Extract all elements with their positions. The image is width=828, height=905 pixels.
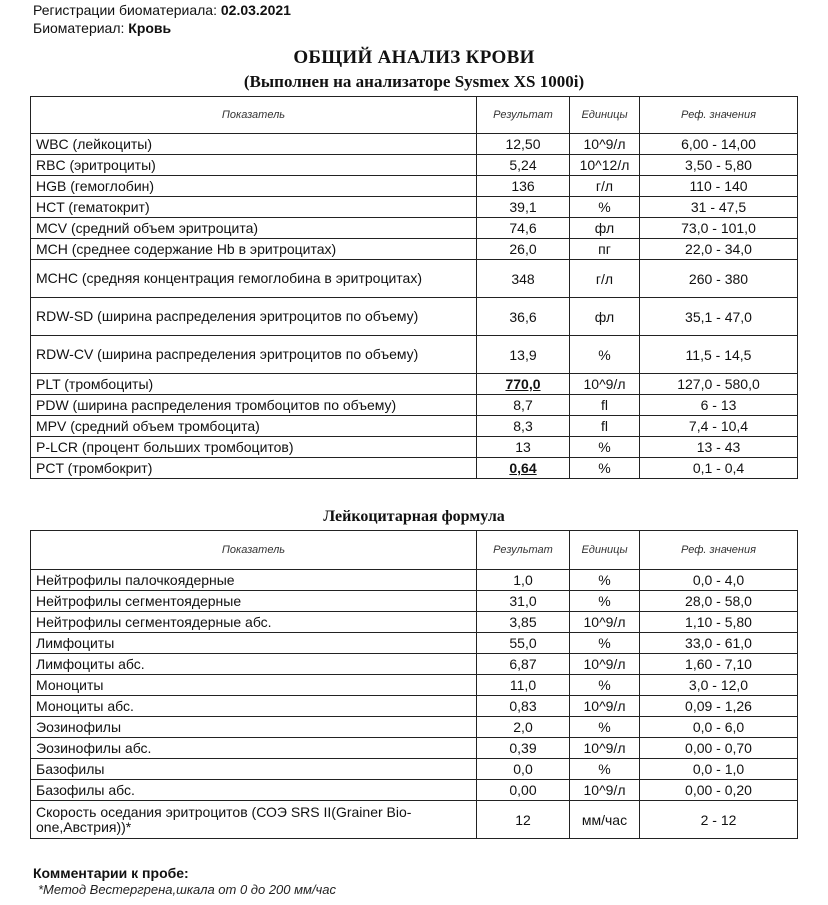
col-header-result: Результат [477,531,570,570]
units-value: пг [570,239,640,260]
table-row [31,570,798,591]
leuko-table [30,530,798,839]
units-value: 10^12/л [570,155,640,176]
col-header-result: Результат [477,97,570,134]
biomaterial-line [33,20,171,36]
result-value: 55,0 [477,633,570,654]
result-value: 12,50 [477,134,570,155]
result-value: 8,3 [477,416,570,437]
table-row [31,759,798,780]
units-value: 10^9/л [570,738,640,759]
table-row [31,458,798,479]
comments-text: *Метод Вестергрена,шкала от 0 до 200 мм/час [38,882,337,897]
leuko-section-title: Лейкоцитарная формула [323,508,505,525]
reference-range: 3,0 - 12,0 [640,675,798,696]
units-value: % [570,759,640,780]
units-value: % [570,197,640,218]
units-value: fl [570,395,640,416]
comments-title: Комментарии к пробе: [33,865,189,881]
col-header-ref: Реф. значения [640,97,798,134]
analyte-name: HGB (гемоглобин) [31,176,477,197]
table-row [31,696,798,717]
analyte-name: Нейтрофилы палочкоядерные [31,570,477,591]
analyte-name: PDW (ширина распределения тромбоцитов по объему) [31,395,477,416]
reference-range: 6 - 13 [640,395,798,416]
registration-line [33,2,291,18]
reference-range: 0,09 - 1,26 [640,696,798,717]
biomaterial-label: Биоматериал: [33,20,125,36]
reference-range: 0,00 - 0,20 [640,780,798,801]
result-value: 0,64 [477,458,570,479]
table-row [31,298,798,336]
reference-range: 127,0 - 580,0 [640,374,798,395]
result-value: 36,6 [477,298,570,336]
analyte-name: Базофилы [31,759,477,780]
units-value: 10^9/л [570,780,640,801]
table-row [31,780,798,801]
analyte-name: MCV (средний объем эритроцита) [31,218,477,239]
table-row [31,416,798,437]
result-value: 3,85 [477,612,570,633]
analyte-name: PCT (тромбокрит) [31,458,477,479]
result-value: 1,0 [477,570,570,591]
reference-range: 0,0 - 1,0 [640,759,798,780]
result-value: 11,0 [477,675,570,696]
table-row [31,155,798,176]
table-row [31,260,798,298]
reference-range: 31 - 47,5 [640,197,798,218]
units-value: мм/час [570,801,640,839]
table-row [31,654,798,675]
result-value: 13,9 [477,336,570,374]
table-row [31,633,798,654]
result-value: 26,0 [477,239,570,260]
reference-range: 260 - 380 [640,260,798,298]
units-value: % [570,336,640,374]
page-subtitle: (Выполнен на анализаторе Sysmex XS 1000i) [243,72,585,91]
analyte-name: P-LCR (процент больших тромбоцитов) [31,437,477,458]
table-row [31,374,798,395]
reference-range: 2 - 12 [640,801,798,839]
table-row [31,134,798,155]
reference-range: 22,0 - 34,0 [640,239,798,260]
result-value: 74,6 [477,218,570,239]
col-header-units: Единицы [570,97,640,134]
reference-range: 11,5 - 14,5 [640,336,798,374]
units-value: фл [570,218,640,239]
analyte-name: Лимфоциты [31,633,477,654]
result-value: 348 [477,260,570,298]
analyte-name: RBC (эритроциты) [31,155,477,176]
reference-range: 0,00 - 0,70 [640,738,798,759]
analyte-name: Эозинофилы абс. [31,738,477,759]
analyte-name: Базофилы абс. [31,780,477,801]
result-value: 12 [477,801,570,839]
result-value: 39,1 [477,197,570,218]
result-value: 0,83 [477,696,570,717]
table-row [31,197,798,218]
result-value: 31,0 [477,591,570,612]
col-header-ref: Реф. значения [640,531,798,570]
table-row [31,738,798,759]
units-value: % [570,717,640,738]
units-value: % [570,633,640,654]
result-value: 770,0 [477,374,570,395]
units-value: 10^9/л [570,134,640,155]
reference-range: 3,50 - 5,80 [640,155,798,176]
table-row [31,239,798,260]
registration-label: Регистрации биоматериала: [33,2,217,18]
table-row [31,717,798,738]
result-value: 5,24 [477,155,570,176]
units-value: 10^9/л [570,612,640,633]
units-value: фл [570,298,640,336]
units-value: % [570,570,640,591]
col-header-units: Единицы [570,531,640,570]
analyte-name: WBC (лейкоциты) [31,134,477,155]
reference-range: 6,00 - 14,00 [640,134,798,155]
table-row [31,437,798,458]
reference-range: 28,0 - 58,0 [640,591,798,612]
analyte-name: RDW-SD (ширина распределения эритроцитов по объему) [31,298,477,336]
units-value: fl [570,416,640,437]
table-row [31,176,798,197]
table-row [31,336,798,374]
registration-date: 02.03.2021 [220,2,291,18]
units-value: % [570,437,640,458]
table-row [31,675,798,696]
cbc-header-row [31,97,798,134]
analyte-name: RDW-CV (ширина распределения эритроцитов по объему) [31,336,477,374]
analyte-name: Моноциты [31,675,477,696]
units-value: г/л [570,176,640,197]
reference-range: 35,1 - 47,0 [640,298,798,336]
units-value: % [570,591,640,612]
cbc-table [30,96,798,479]
analyte-name: MCH (среднее содержание Hb в эритроцитах) [31,239,477,260]
units-value: % [570,675,640,696]
leuko-header-row [31,531,798,570]
analyte-name: Нейтрофилы сегментоядерные абс. [31,612,477,633]
result-value: 0,0 [477,759,570,780]
table-row [31,612,798,633]
analyte-name: MCHC (средняя концентрация гемоглобина в эритроцитах) [31,260,477,298]
reference-range: 7,4 - 10,4 [640,416,798,437]
analyte-name: Скорость оседания эритроцитов (СОЭ SRS II(Grainer Bio-one,Австрия))* [31,801,477,839]
reference-range: 1,10 - 5,80 [640,612,798,633]
page-title: ОБЩИЙ АНАЛИЗ КРОВИ [293,47,535,68]
reference-range: 73,0 - 101,0 [640,218,798,239]
reference-range: 1,60 - 7,10 [640,654,798,675]
result-value: 8,7 [477,395,570,416]
col-header-name: Показатель [31,97,477,134]
result-value: 13 [477,437,570,458]
reference-range: 0,0 - 6,0 [640,717,798,738]
analyte-name: MPV (средний объем тромбоцита) [31,416,477,437]
units-value: 10^9/л [570,696,640,717]
reference-range: 0,0 - 4,0 [640,570,798,591]
result-value: 2,0 [477,717,570,738]
analyte-name: Лимфоциты абс. [31,654,477,675]
analyte-name: Эозинофилы [31,717,477,738]
reference-range: 0,1 - 0,4 [640,458,798,479]
table-row [31,591,798,612]
units-value: г/л [570,260,640,298]
reference-range: 33,0 - 61,0 [640,633,798,654]
analyte-name: HCT (гематокрит) [31,197,477,218]
units-value: 10^9/л [570,374,640,395]
table-row [31,801,798,839]
analyte-name: Нейтрофилы сегментоядерные [31,591,477,612]
biomaterial-value: Кровь [128,20,172,36]
result-value: 6,87 [477,654,570,675]
table-row [31,218,798,239]
units-value: 10^9/л [570,654,640,675]
col-header-name: Показатель [31,531,477,570]
result-value: 0,39 [477,738,570,759]
reference-range: 13 - 43 [640,437,798,458]
units-value: % [570,458,640,479]
result-value: 0,00 [477,780,570,801]
table-row [31,395,798,416]
analyte-name: Моноциты абс. [31,696,477,717]
reference-range: 110 - 140 [640,176,798,197]
analyte-name: PLT (тромбоциты) [31,374,477,395]
result-value: 136 [477,176,570,197]
